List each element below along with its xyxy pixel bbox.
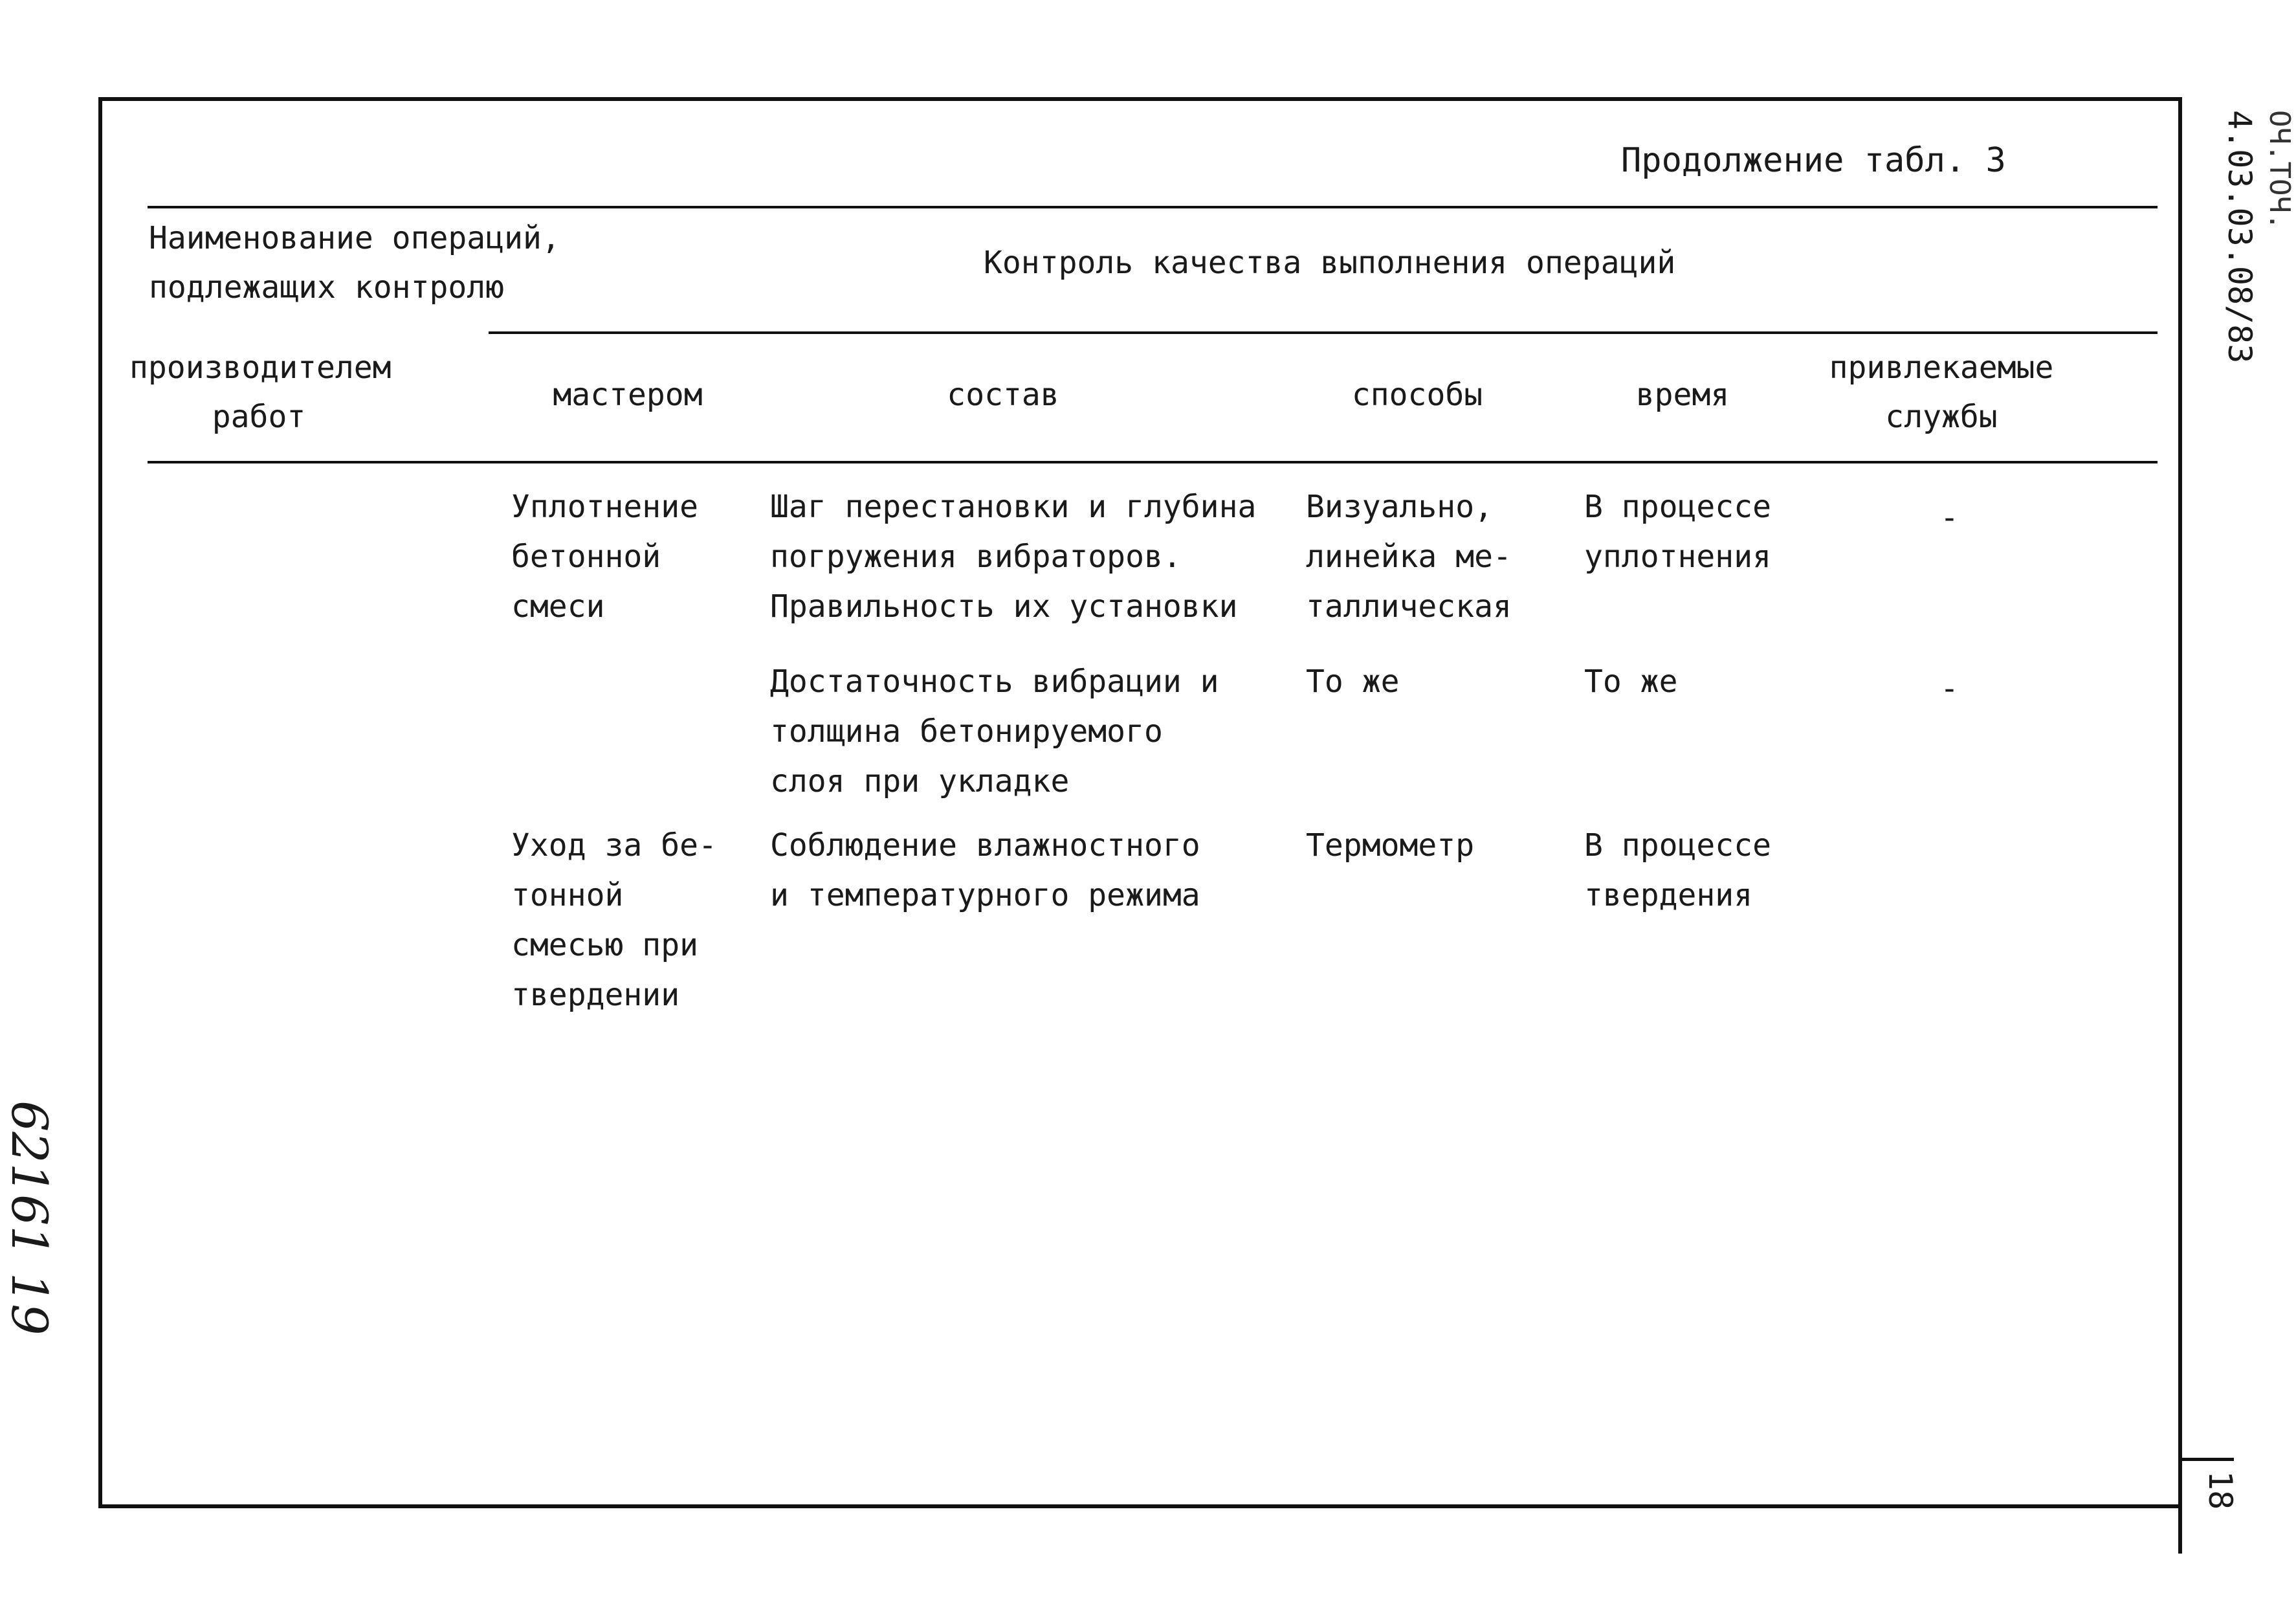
row1-time-1: В процессе [1584,489,1771,525]
row3-composition-2: и температурного режима [770,877,1200,913]
col-header-master: мастером [553,377,703,413]
col-header-manager-line-2: работ [212,399,306,435]
row2-composition-3: слоя при укладке [770,763,1070,799]
frame-right-border [2178,97,2182,1554]
side-code: 4.03.03.08/83 [2221,110,2258,364]
row3-master-3: смесью при [511,927,698,963]
row1-methods-3: таллическая [1306,588,1512,625]
page-number: 18 [2202,1471,2239,1510]
row2-composition-1: Достаточность вибрации и [770,664,1219,700]
col-header-manager-line-1: производителем [129,350,392,386]
frame-notch [2182,1458,2234,1461]
col-header-services-line-1: привлекаемые [1829,350,2054,386]
row1-time-2: уплотнения [1584,539,1771,575]
row1-methods-1: Визуально, [1306,489,1493,525]
row3-composition-1: Соблюдение влажностного [770,827,1200,864]
row1-composition-2: погружения вибраторов. [770,539,1182,575]
header-operations-line-1: Наименование операций, [149,220,560,256]
col-header-time: время [1635,377,1730,413]
col-header-methods: способы [1351,377,1483,413]
handwritten-number: 62161 19 [1,1100,58,1335]
col-header-composition: состав [947,377,1059,413]
rule-header-bottom [148,461,2158,463]
continuation-label: Продолжение табл. 3 [1621,141,2006,180]
side-code-partial: ОЧ.ТОЧ. [2263,110,2296,230]
row3-time-1: В процессе [1584,827,1771,864]
row3-methods: Термометр [1306,827,1475,864]
col-header-services-line-2: службы [1885,399,1998,435]
rule-mid [489,331,2158,334]
row1-methods-2: линейка ме- [1306,539,1512,575]
row1-master-3: смеси [511,588,605,625]
row3-master-4: твердении [511,977,680,1013]
header-operations-line-2: подлежащих контролю [149,269,505,306]
row3-master-1: Уход за бе- [511,827,717,864]
row3-time-2: твердения [1584,877,1753,913]
header-quality-control: Контроль качества выполнения операций [984,245,1676,281]
row1-composition-1: Шаг перестановки и глубина [770,489,1257,525]
row1-master-2: бетонной [511,539,661,575]
row3-master-2: тонной [511,877,624,913]
row2-composition-2: толщина бетонируемого [770,713,1163,750]
rule-top [148,206,2158,208]
row2-services: - [1940,671,1959,707]
row1-master-1: Уплотнение [511,489,698,525]
row2-methods: То же [1306,664,1400,700]
row1-services: - [1940,500,1959,536]
row2-time: То же [1584,664,1678,700]
row1-composition-3: Правильность их установки [770,588,1238,625]
